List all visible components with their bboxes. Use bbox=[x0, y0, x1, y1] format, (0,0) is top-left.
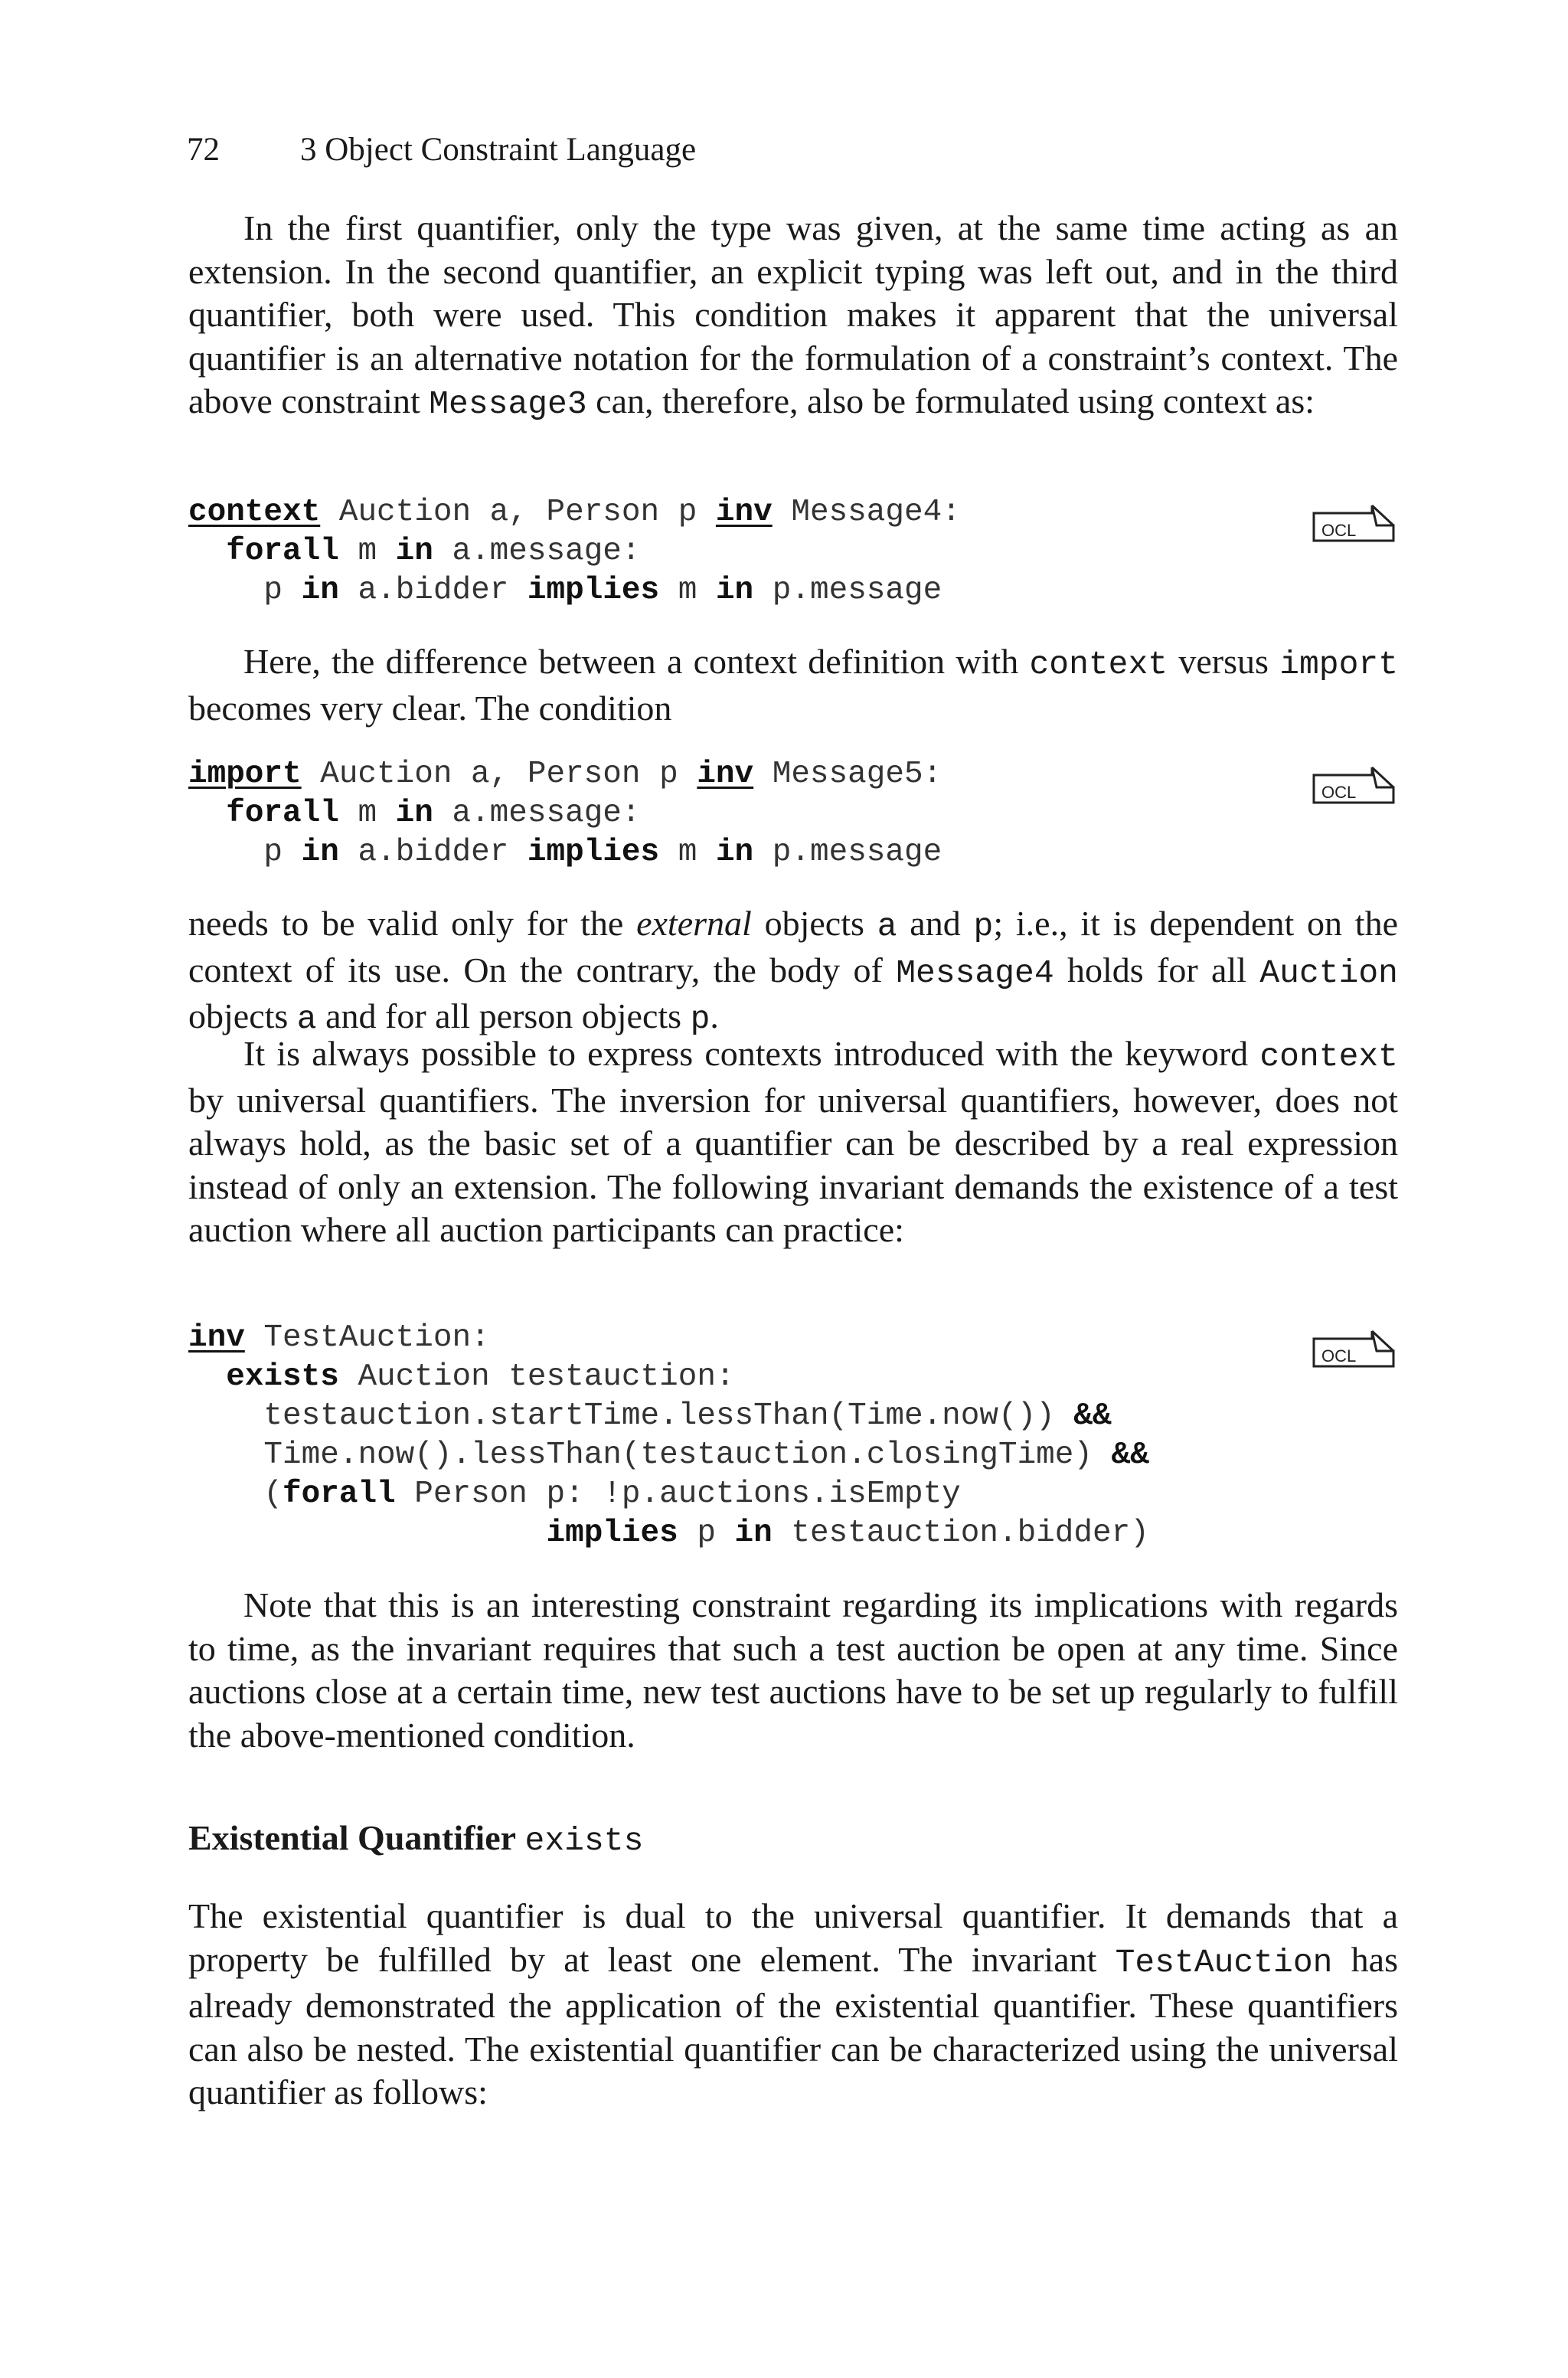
svg-text:OCL: OCL bbox=[1321, 783, 1357, 802]
paragraph-3: needs to be valid only for the external objects a and p; i.e., it is dependent on the context of its use. On the contrary, the body of Message4 holds for all Auction objects a and for all person objects p. bbox=[188, 904, 1399, 1038]
text: In the first quantifier, only the type was given, at the same time acting as an extension. In the second quantifier, an explicit typing was left out, and in the third quantifier, both were used. This condition makes it apparent that the universal quantifier is an alternative notation for the formulation of a constraint’s context. The above constraint bbox=[188, 208, 1398, 420]
text: can, therefore, also be formulated using context as: bbox=[586, 381, 1315, 420]
svg-text:OCL: OCL bbox=[1321, 521, 1357, 540]
svg-text:OCL: OCL bbox=[1321, 1346, 1357, 1366]
ocl-icon bbox=[1312, 764, 1395, 801]
paragraph-5: Note that this is an interesting constraint regarding its implications with regards to time, as the invariant requires that such a test auction be open at any time. Since auctions close at a certain time, new test auctions have to be set up regularly to fulfill the above-mentioned condition. bbox=[188, 1585, 1398, 1755]
page-number: 72 bbox=[187, 132, 220, 168]
paragraph-6: The existential quantifier is dual to the universal quantifier. It demands that a property be fulfilled by at least one element. The invariant TestAuction has already demonstrated the application of the existential quantifier. These quantifiers can also be nested. The existential quantifier can be characterized using the universal quantifier as follows: bbox=[188, 1896, 1398, 2111]
paragraph-4: It is always possible to express contexts introduced with the keyword context by universal quantifiers. The inversion for universal quantifiers, however, does not always hold, as the basic set of a quantifier can be described by a real expression instead of only an extension. The following invariant demands the existence of a test auction where all auction participants can practice: bbox=[188, 1034, 1398, 1249]
code-block-message5: import Auction a, Person p inv Message5: forall m in a.message: p in a.bidder implies m in p.message bbox=[188, 757, 942, 870]
paragraph-2: Here, the difference between a context definition with context versus import becomes very clear. The condition bbox=[188, 642, 1399, 728]
code-block-message4: context Auction a, Person p inv Message4: forall m in a.message: p in a.bidder implies m in p.message bbox=[188, 495, 961, 608]
paragraph-1 bbox=[188, 207, 1398, 427]
ocl-icon bbox=[1312, 1328, 1395, 1365]
ocl-icon bbox=[1312, 502, 1395, 539]
running-header bbox=[187, 130, 696, 170]
running-title: 3 Object Constraint Language bbox=[300, 132, 697, 168]
section-heading: Existential Quantifier exists bbox=[188, 1818, 644, 1860]
code-block-testauction: inv TestAuction: exists Auction testauction: testauction.startTime.lessThan(Time.now()) && Time.now().lessThan(testauction.closingTime) && (forall Person p: !p.auctions.isEmpty implies p in testauction.bidder) bbox=[188, 1320, 1149, 1551]
inline-code: Message3 bbox=[429, 385, 587, 423]
